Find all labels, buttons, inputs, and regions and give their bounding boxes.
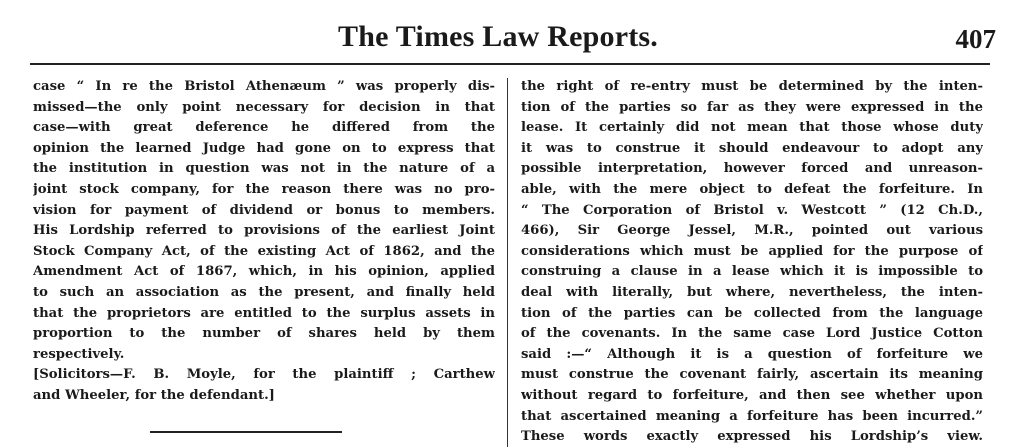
text-line: Amendment Act of 1867, which, in his opinion, applied [33,264,495,280]
running-head-title: The Times Law Reports. [338,20,658,53]
text-line: 466), Sir George Jessel, M.R., pointed out various [521,223,983,239]
text-line: considerations which must be applied for the purpose of [521,243,983,259]
text-line: without regard to forfeiture, and then see whether upon [521,387,983,403]
text-line: case—with great deference he differed from the [33,120,495,136]
text-line: able, with the mere object to defeat the forfeiture. In [521,181,983,197]
text-line: possible interpretation, however forced and unreason- [521,161,983,177]
text-line: proportion to the number of shares held by them [33,326,495,342]
text-line: of the covenants. In the same case Lord Justice Cotton [521,326,983,342]
text-line: that the proprietors are entitled to the surplus assets in [33,305,495,321]
text-line: His Lordship referred to provisions of the earliest Joint [33,223,495,239]
text-line: opinion the learned Judge had gone on to express that [33,140,495,156]
text-line: deal with literally, but where, nevertheless, the inten- [521,284,983,300]
text-line: [Solicitors—F. B. Moyle, for the plaintiff ; Carthew [33,367,495,383]
text-line: lease. It certainly did not mean that those whose duty [521,120,983,136]
text-line: These words exactly expressed his Lordship’s view. [521,429,983,445]
text-line: it was to construe it should endeavour to adopt any [521,140,983,156]
text-line: to such an association as the present, and finally held [33,284,495,300]
text-line: the right of re-entry must be determined by the inten- [521,79,983,94]
right-column [521,77,983,448]
text-line: tion of the parties can be collected from the language [521,305,983,321]
text-line: tion of the parties so far as they were expressed in the [521,99,983,115]
text-line: Stock Company Act, of the existing Act of 1862, and the [33,243,495,259]
text-line: must construe the covenant fairly, ascertain its meaning [521,367,983,383]
text-line: case “ In re the Bristol Athenæum ” was properly dis- [33,79,495,94]
text-line: respectively. [33,346,125,362]
text-line: that ascertained meaning a forfeiture has been incurred.” [521,408,983,424]
page-number: 407 [955,24,996,54]
header-rule [30,63,990,65]
text-line: missed—the only point necessary for decision in that [33,99,495,115]
text-line: vision for payment of dividend or bonus to members. [33,202,495,218]
text-line: construing a clause in a lease which it is impossible to [521,264,983,280]
column-divider [507,78,508,447]
left-column [33,77,495,407]
text-line: and Wheeler, for the defendant.] [33,387,275,403]
text-line: joint stock company, for the reason there was no pro- [33,181,495,197]
end-of-report-rule [150,431,342,433]
text-line: the institution in question was not in the nature of a [33,161,495,177]
text-line: “ The Corporation of Bristol v. Westcott ” (12 Ch.D., [521,202,983,218]
text-line: said :—“ Although it is a question of forfeiture we [521,346,983,362]
